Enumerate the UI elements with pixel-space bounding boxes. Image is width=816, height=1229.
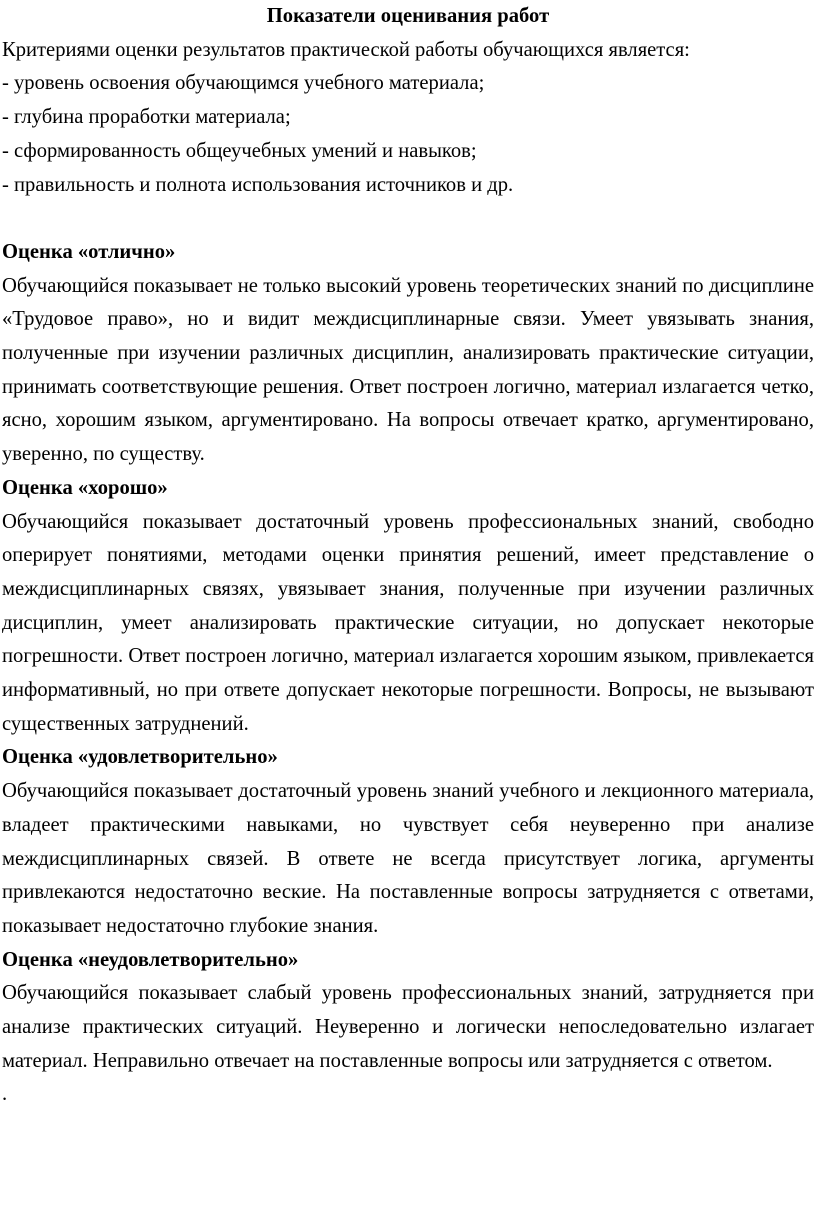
grade-heading-unsatisfactory: Оценка «неудовлетворительно» [2, 948, 299, 971]
criteria-item: - уровень освоения обучающимся учебного материала; [2, 72, 485, 95]
trailing-dot: . [2, 1083, 8, 1106]
criteria-item: - сформированность общеучебных умений и навыков; [2, 139, 477, 162]
criteria-item: - глубина проработки материала; [2, 106, 291, 129]
grade-text-good: Обучающийся показывает достаточный уровень профессиональных знаний, свободно оперирует понятиями, методами оценки принятия решений, имеет представление о междисциплинарных связях, увязывает знания, полученные при изучении различных дисциплин, умеет анализировать практические ситуации, но допускает некоторые погрешности. Ответ построен логично, материал излагается хорошим языком, привлекается информативный, но при ответе допускает некоторые погрешности. Вопросы, не вызывают существенных затруднений. [2, 510, 814, 735]
page-title: Показатели оценивания работ [266, 5, 550, 27]
grade-heading-satisfactory: Оценка «удовлетворительно» [2, 746, 278, 769]
spacer [2, 202, 814, 236]
criteria-item: - правильность и полнота использования источников и др. [2, 173, 514, 196]
grade-text-satisfactory: Обучающийся показывает достаточный уровень знаний учебного и лекционного материала, владеет практическими навыками, но чувствует себя неуверенно при анализе междисциплинарных связей. В ответе не всегда присутствует логика, аргументы привлекаются недостаточно веские. На поставленные вопросы затрудняется с ответами, показывает недостаточно глубокие знания. [2, 780, 814, 937]
document-page [2, 0, 814, 1112]
grade-text-excellent: Обучающийся показывает не только высокий уровень теоретических знаний по дисциплине «Трудовое право», но и видит междисциплинарные связи. Умеет увязывать знания, полученные при изучении различных дисциплин, анализировать практические ситуации, принимать соответствующие решения. Ответ построен логично, материал излагается четко, ясно, хорошим языком, аргументировано. На вопросы отвечает кратко, аргументировано, уверенно, по существу. [2, 274, 814, 466]
grade-heading-excellent: Оценка «отлично» [2, 240, 176, 263]
intro-text: Критериями оценки результатов практической работы обучающихся является: [2, 38, 690, 61]
grade-text-unsatisfactory: Обучающийся показывает слабый уровень профессиональных знаний, затрудняется при анализе практических ситуаций. Неуверенно и логически непоследовательно излагает материал. Неправильно отвечает на поставленные вопросы или затрудняется с ответом. [2, 982, 814, 1072]
grade-heading-good: Оценка «хорошо» [2, 476, 168, 499]
